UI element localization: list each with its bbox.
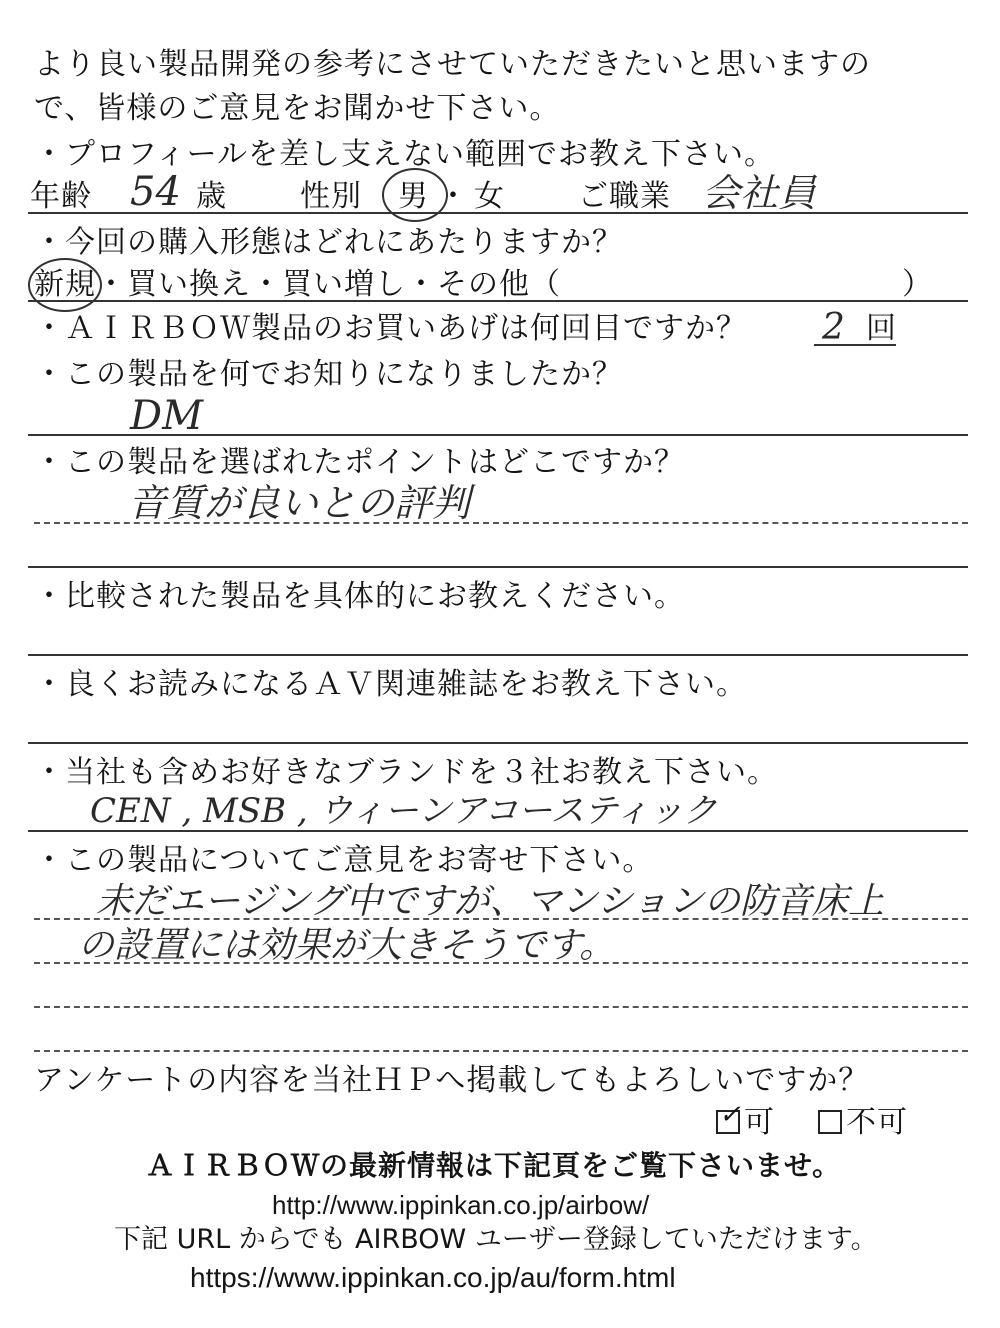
- age-value: 54: [130, 169, 181, 215]
- checkmark-icon: ✓: [719, 1100, 742, 1130]
- divider-line: [28, 830, 968, 832]
- dashed-line: [34, 1050, 968, 1052]
- gender-male: 男: [398, 179, 429, 214]
- gender-label: 性別: [300, 179, 362, 214]
- purchase-type-options: 新規・買い換え・買い増し・その他（ ）: [34, 267, 933, 302]
- divider-line: [28, 434, 968, 436]
- reason-answer: 音質が良いとの評判: [128, 481, 471, 525]
- brands-question: ・当社も含めお好きなブランドを３社お教え下さい。: [34, 755, 778, 790]
- brands-answer: CEN , MSB , ウィーンアコースティック: [90, 791, 717, 831]
- magazines-question: ・良くお読みになるＡＶ関連雑誌をお教え下さい。: [34, 667, 747, 702]
- footer-url-2[interactable]: https://www.ippinkan.co.jp/au/form.html: [190, 1262, 676, 1293]
- job-value: 会社員: [702, 171, 817, 215]
- dashed-line: [34, 1006, 968, 1008]
- divider-line: [28, 654, 968, 656]
- divider-line: [28, 212, 968, 214]
- profile-question: ・プロフィールを差し支えない範囲でお教え下さい。: [34, 137, 775, 172]
- opinion-answer-line-2: の設置には効果が大きそうです。: [78, 925, 616, 966]
- opinion-answer-line-1: 未だエージング中ですが、マンションの防音床上: [96, 881, 885, 922]
- purchase-count-question: ・ＡＩＲＢＯＷ製品のお買いあげは何回目ですか？: [34, 311, 747, 346]
- intro-line-2: で、皆様のご意見をお聞かせ下さい。: [34, 91, 561, 126]
- dashed-line: [34, 522, 968, 524]
- age-label: 年齢: [30, 179, 92, 214]
- divider-line: [28, 566, 968, 568]
- gender-female: 女: [474, 179, 505, 214]
- opinion-question: ・この製品についてご意見をお寄せ下さい。: [34, 843, 654, 878]
- compared-question: ・比較された製品を具体的にお教えください。: [34, 579, 685, 614]
- publish-ng-label: 不可: [846, 1105, 908, 1140]
- gender-separator: ・: [438, 179, 469, 214]
- source-answer: DM: [130, 393, 204, 439]
- checkbox-ok[interactable]: [716, 1100, 742, 1134]
- divider-line: [28, 300, 968, 302]
- count-underline: [814, 344, 896, 346]
- footer-notice: ＡＩＲＢＯＷの最新情報は下記頁をご覧下さいませ。: [146, 1149, 842, 1182]
- purchase-count-unit: 回: [866, 311, 897, 346]
- purchase-count-answer: 2: [822, 307, 845, 348]
- intro-line-1: より良い製品開発の参考にさせていただきたいと思いますの: [34, 47, 871, 82]
- divider-line: [28, 742, 968, 744]
- publish-option-ng[interactable]: [818, 1105, 908, 1140]
- job-label: ご職業: [578, 179, 671, 214]
- publish-question: アンケートの内容を当社ＨＰへ掲載してもよろしいですか？: [34, 1063, 870, 1098]
- source-question: ・この製品を何でお知りになりましたか？: [34, 357, 623, 392]
- reason-question: ・この製品を選ばれたポイントはどこですか？: [34, 445, 685, 480]
- footer-register: 下記 URL からでも AIRBOW ユーザー登録していただけます。: [114, 1224, 878, 1255]
- dashed-line: [34, 962, 968, 964]
- checkbox-ng[interactable]: [818, 1110, 842, 1134]
- dashed-line: [34, 918, 968, 920]
- footer-url-1[interactable]: http://www.ippinkan.co.jp/airbow/: [272, 1190, 650, 1220]
- publish-option-ok[interactable]: [716, 1100, 775, 1140]
- age-unit: 歳: [196, 179, 227, 214]
- purchase-type-question: ・今回の購入形態はどれにあたりますか？: [34, 225, 623, 260]
- publish-ok-label: 可: [744, 1105, 775, 1140]
